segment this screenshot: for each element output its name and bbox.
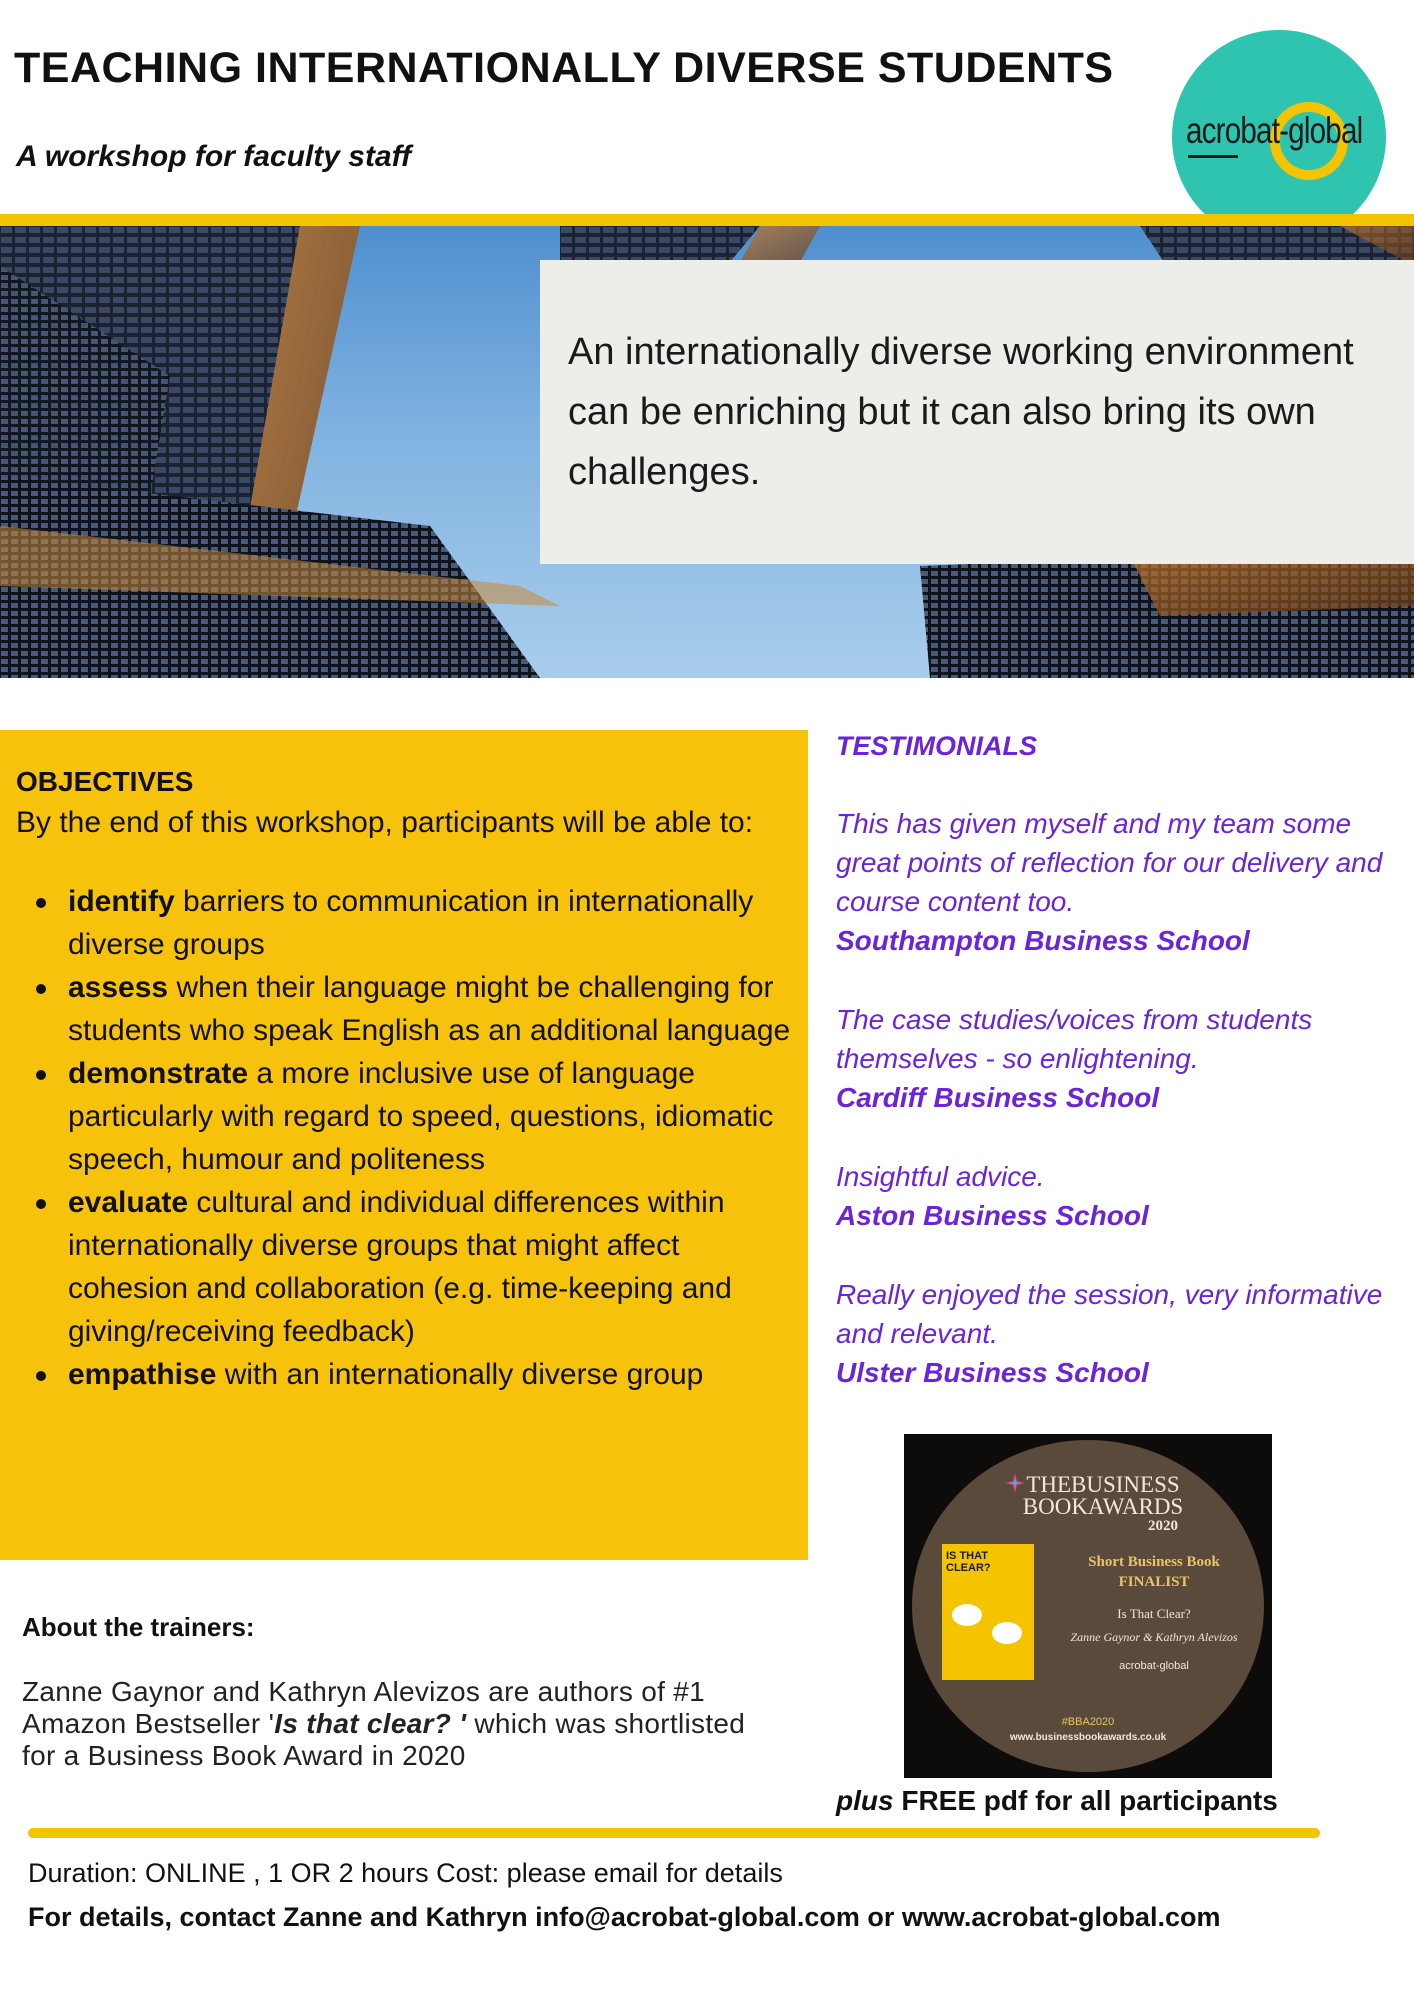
free-pdf-note	[836, 1785, 1316, 1817]
objectives-intro: By the end of this workshop, participants will be able to:	[16, 806, 754, 839]
objectives-list	[16, 880, 792, 1396]
testimonials-title: TESTIMONIALS	[836, 731, 1037, 761]
objective-item	[16, 1353, 792, 1396]
objectives-panel	[0, 730, 808, 1560]
award-finalist: FINALIST	[1118, 1574, 1190, 1590]
testimonial	[836, 1000, 1396, 1117]
trainers-body	[22, 1676, 782, 1772]
objective-item	[16, 1052, 792, 1181]
objective-keyword: evaluate	[68, 1186, 189, 1219]
objective-item	[16, 966, 792, 1052]
award-badge-text	[1064, 1552, 1244, 1592]
objective-keyword: identify	[68, 885, 175, 918]
acrobat-global-logo	[1172, 30, 1386, 244]
objectives-title: OBJECTIVES	[16, 766, 194, 797]
free-pdf-prefix: plus	[836, 1785, 894, 1816]
testimonial	[836, 1275, 1396, 1392]
footer-contact: For details, contact Zanne and Kathryn info@acrobat-global.com or www.acrobat-global.com	[28, 1902, 1221, 1932]
award-book-name: Is That Clear?	[1117, 1606, 1191, 1621]
objective-keyword: demonstrate	[68, 1057, 249, 1090]
page-title: TEACHING INTERNATIONALLY DIVERSE STUDENTS	[14, 44, 1114, 92]
objective-text: with an internationally diverse group	[216, 1358, 704, 1391]
trainers-text-2: which was shortlisted for a Business Book Award in 2020	[22, 1708, 746, 1771]
speech-bubble-icon	[992, 1622, 1022, 1644]
trainers-title: About the trainers:	[22, 1612, 255, 1642]
award-publisher: acrobat-global	[1119, 1660, 1189, 1672]
award-authors: Zanne Gaynor & Kathryn Alevizos	[1070, 1630, 1238, 1644]
speech-bubble-icon	[952, 1604, 982, 1626]
testimonial-source: Aston Business School	[836, 1200, 1149, 1231]
logo-text: acrobat-global	[1186, 110, 1363, 151]
hero-quote: An internationally diverse working environment can be enriching but it can also bring its own challenges.	[568, 331, 1354, 493]
business-book-award-badge	[904, 1434, 1272, 1778]
testimonial-quote: This has given myself and my team some great points of reflection for our delivery and course content too.	[836, 808, 1383, 917]
book-cover	[942, 1544, 1034, 1680]
objective-text: cultural and individual differences within internationally diverse groups that might affect cohesion and collaboration (e.g. time-keeping and giving/receiving feedback)	[68, 1186, 732, 1348]
objective-keyword: assess	[68, 971, 169, 1004]
testimonial	[836, 804, 1396, 960]
trainers-text-1: Zanne Gaynor and Kathryn Alevizos are authors of #1 Amazon Bestseller '	[22, 1676, 706, 1739]
testimonials-section	[836, 728, 1396, 1432]
award-logo-line1: THEBUSINESS	[1026, 1472, 1180, 1497]
trainers-book-title: Is that clear? '	[274, 1708, 467, 1739]
testimonial-quote: Really enjoyed the session, very informative and relevant.	[836, 1279, 1383, 1349]
page-subtitle: A workshop for faculty staff	[16, 140, 412, 173]
objective-text: when their language might be challenging for students who speak English as an additional language	[68, 971, 791, 1047]
book-cover-title: IS THAT CLEAR?	[946, 1550, 991, 1574]
testimonial	[836, 1157, 1396, 1235]
award-hashtag: #BBA2020	[1061, 1716, 1115, 1728]
objective-text: barriers to communication in internationally diverse groups	[68, 885, 754, 961]
award-url: www.businessbookawards.co.uk	[1009, 1732, 1167, 1743]
hero-top-bar	[0, 214, 1414, 226]
objective-item	[16, 880, 792, 966]
objective-item	[16, 1181, 792, 1353]
footer-duration: Duration: ONLINE , 1 OR 2 hours Cost: please email for details	[28, 1858, 783, 1888]
testimonial-quote: Insightful advice.	[836, 1161, 1045, 1192]
objective-keyword: empathise	[68, 1358, 217, 1391]
objective-text: a more inclusive use of language particularly with regard to speed, questions, idiomatic speech, humour and politeness	[68, 1057, 774, 1176]
logo-underline	[1188, 155, 1238, 158]
award-category: Short Business Book	[1088, 1554, 1220, 1570]
testimonial-source: Ulster Business School	[836, 1357, 1149, 1388]
testimonial-quote: The case studies/voices from students themselves - so enlightening.	[836, 1004, 1313, 1074]
testimonial-source: Southampton Business School	[836, 925, 1250, 956]
footer-divider	[28, 1828, 1320, 1838]
award-logo-line2: BOOKAWARDS	[1022, 1494, 1184, 1519]
testimonial-source: Cardiff Business School	[836, 1082, 1160, 1113]
hero-quote-box	[540, 260, 1414, 564]
award-year: 2020	[1148, 1518, 1178, 1534]
free-pdf-text: FREE pdf for all participants	[893, 1785, 1278, 1816]
